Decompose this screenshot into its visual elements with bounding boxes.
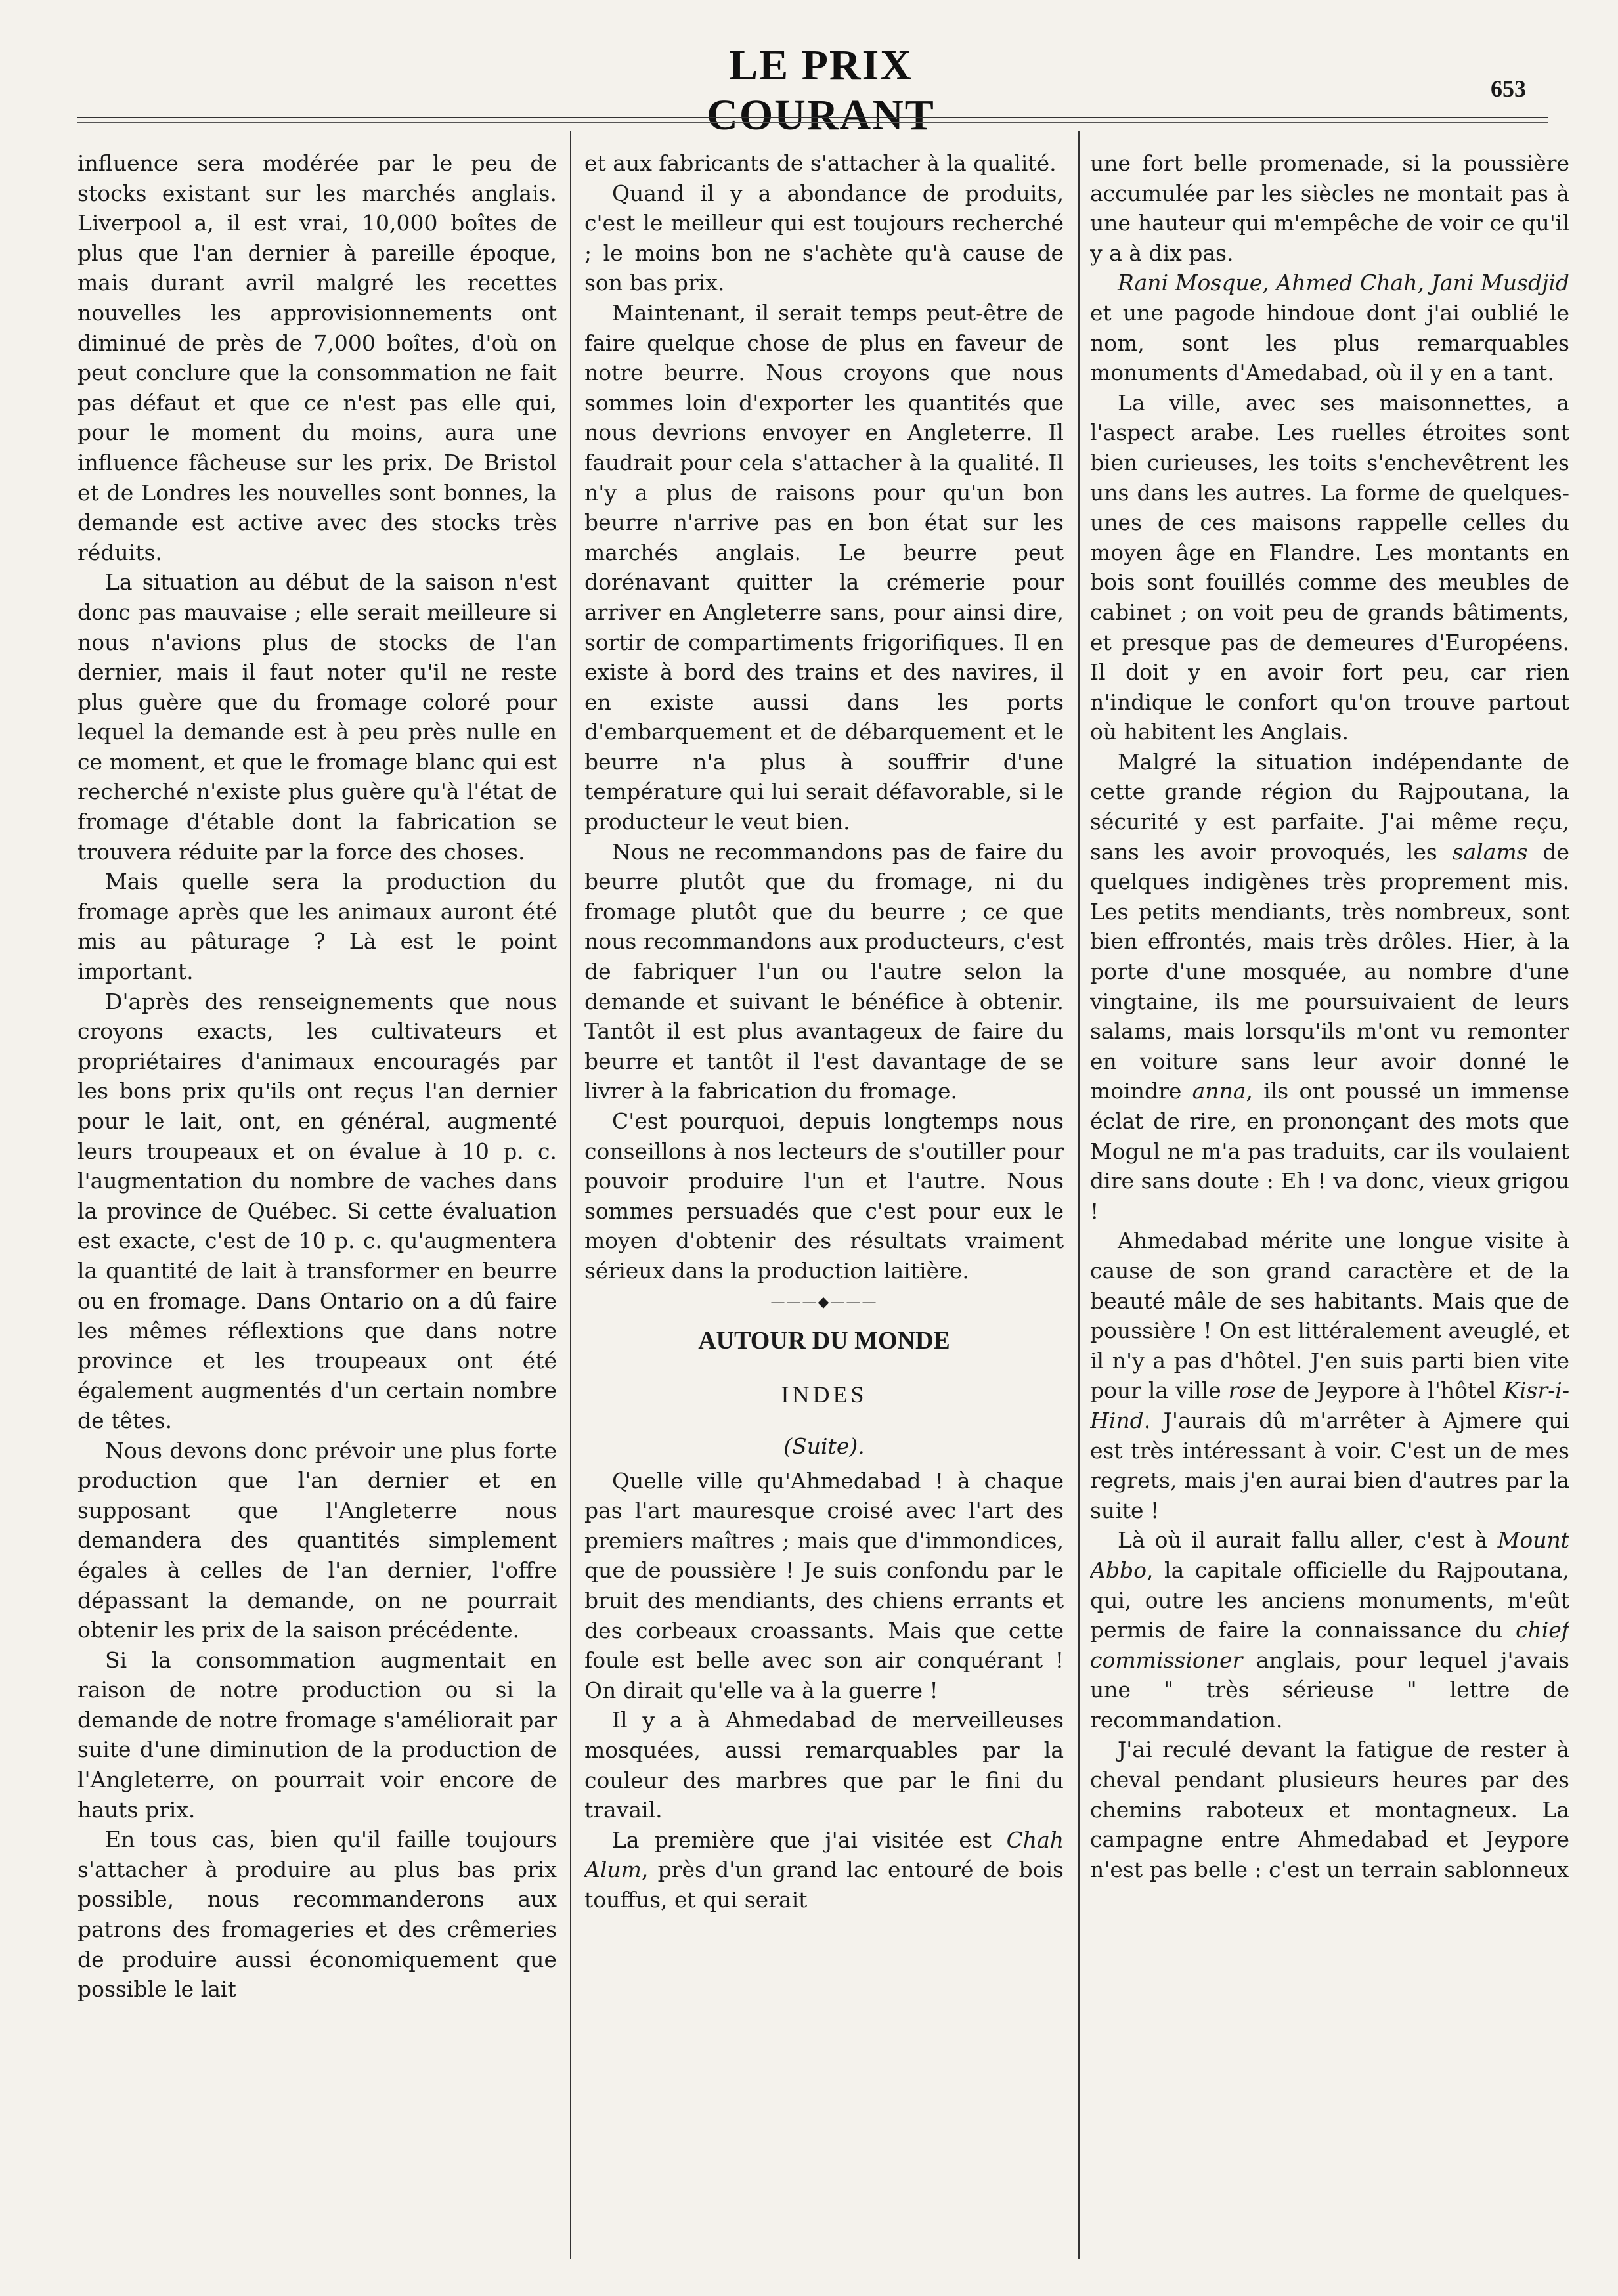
column-divider xyxy=(570,131,571,2259)
paragraph: D'après des renseignements que nous croyons exacts, les cultivateurs et propriétaires d'animaux encouragés par les bons prix qu'ils ont reçus l'an dernier pour le lait, ont, en général, augmenté leurs troupeaux et on évalue à 10 p. c. l'augmentation du nombre de vaches dans la province de Québec. Si cette évaluation est exacte, c'est de 10 p. c. qu'augmentera la quantité de lait à transformer en beurre ou en fromage. Dans Ontario on a dû faire les mêmes réflextions que dans notre province et les troupeaux ont été également augmentés d'un certain nombre de têtes. xyxy=(77,988,557,1433)
paragraph xyxy=(1090,1525,1569,1735)
paragraph: Quelle ville qu'Ahmedabad ! à chaque pas l'art mauresque croisé avec l'art des premiers maîtres ; mais que d'immondices, que de poussière ! Je suis confondu par le bruit des mendiants, des chiens errants et des corbeaux croassants. Mais que cette foule est belle avec son air conquérant ! On dirait qu'elle va à la guerre ! xyxy=(584,1467,1064,1703)
paragraph: influence sera modérée par le peu de stocks existant sur les marchés anglais. Liverpool a, il est vrai, 10,000 boîtes de plus que l'an dernier à pareille époque, mais durant avril malgré les recettes nouvelles les approvisionnements ont diminué de près de 7,000 boîtes, d'où on peut conclure que la consommation ne fait pas défaut et que ce n'est pas elle qui, pour le moment du moins, aura une influence fâcheuse sur les prix. De Bristol et de Londres les nouvelles sont bonnes, la demande est active avec des stocks très réduits. xyxy=(77,150,557,565)
paragraph: La situation au début de la saison n'est donc pas mauvaise ; elle serait meilleure si nous n'avions plus de stocks de l'an dernier, mais il faut noter qu'il ne reste plus guère que du fromage coloré pour lequel la demande est à peu près nulle en ce moment, et que le fromage blanc qui est recherché n'existe plus guère qu'à l'état de fromage d'étable dont la fabrication se trouvera réduite par la force des choses. xyxy=(77,569,557,865)
paragraph: C'est pourquoi, depuis longtemps nous conseillons à nos lecteurs de s'outiller pour pouvoir produire l'un et l'autre. Nous sommes persuadés que c'est pour eux le moyen d'obtenir des résultats vraiment sérieux dans la production laitière. xyxy=(584,1108,1064,1284)
text-run: Ahmedabad mérite une longue visite à cause de son grand caractère et de la beauté mâle de ses habitants. Mais que de poussière ! On est littéralement aveuglé, et il n'y a pas d'hôtel. J'en suis parti bien vite pour la ville xyxy=(1090,1228,1569,1404)
column-2 xyxy=(584,148,1064,2263)
text-run: Malgré la situation indépendante de cette grande région du Rajpoutana, la sécurité y est parfaite. J'ai même reçu, sans les avoir provoqués, les xyxy=(1090,748,1569,865)
italic-run: Chah Alum xyxy=(584,1827,1064,1883)
journal-title: LE PRIX COURANT xyxy=(707,41,935,139)
text-run: . J'aurais dû m'arrêter à Ajmere qui est très intéressant à voir. C'est un de mes regrets, mais j'en aurai bien d'autres par la suite ! xyxy=(1090,1407,1569,1523)
header-rule-secondary xyxy=(77,122,1548,123)
paragraph xyxy=(584,1825,1064,1915)
masthead xyxy=(0,41,1618,139)
text-run: , ils ont poussé un immense éclat de rire, en prononçant des mots que Mogul ne m'a pas traduits, car ils voulaient dire sans doute : Eh ! va donc, vieux grigou ! xyxy=(1090,1078,1569,1224)
paragraph: Quand il y a abondance de produits, c'est le meilleur qui est toujours recherché ; le moins bon ne s'achète qu'à cause de son bas prix. xyxy=(584,180,1064,296)
paragraph: J'ai reculé devant la fatigue de rester à cheval pendant plusieurs heures par des chemins raboteux et montagneux. La campagne entre Ahmedabad et Jeypore n'est pas belle : c'est un terrain sablonneux xyxy=(1090,1737,1569,1882)
paragraph xyxy=(1090,747,1569,1226)
text-run: de quelques indigènes très proprement mis. Les petits mendiants, très nombreux, sont bien effrontés, mais très drôles. Hier, à la porte d'une mosquée, au nombre d'une vingtaine, ils me poursuivaient de leurs salams, mais lorsqu'ils m'ont vu remonter en voiture sans leur avoir donné le moindre xyxy=(1090,838,1569,1104)
paragraph: Nous ne recommandons pas de faire du beurre plutôt que du fromage, ni du fromage plutôt que du beurre ; ce que nous recommandons aux producteurs, c'est de fabriquer l'un ou l'autre selon la demande et suivant le bénéfice à obtenir. Tantôt il est plus avantageux de faire du beurre et tantôt il l'est davantage de se livrer à la fabrication du fromage. xyxy=(584,838,1064,1104)
column-divider xyxy=(1078,131,1080,2259)
text-run: de Jeypore à l'hôtel xyxy=(1275,1377,1504,1404)
italic-run: rose xyxy=(1228,1377,1276,1404)
italic-run: Mount Abbo xyxy=(1090,1527,1569,1583)
italic-run: anna xyxy=(1192,1078,1246,1104)
paragraph xyxy=(1090,1226,1569,1525)
text-run: Là où il aurait fallu aller, c'est à xyxy=(1118,1527,1498,1553)
page-number: 653 xyxy=(1491,76,1526,102)
section-ornament: ———◆——— xyxy=(770,1293,878,1310)
column-3 xyxy=(1090,148,1569,2263)
paragraph: Nous devons donc prévoir une plus forte production que l'an dernier et en supposant que l'Angleterre nous demandera des quantités simplement égales à celles de l'an dernier, l'offre dépassant la demande, on ne pourrait obtenir les prix de la saison précédente. xyxy=(77,1437,557,1643)
section-title: AUTOUR DU MONDE xyxy=(698,1326,950,1354)
italic-run: Kisr-i-Hind xyxy=(1090,1377,1569,1433)
text-run: , la capitale officielle du Rajpoutana, qui, outre les anciens monuments, m'eût permis de faire la connaissance du xyxy=(1090,1557,1569,1643)
paragraph: Mais quelle sera la production du fromage après que les animaux auront été mis au pâturage ? Là est le point important. xyxy=(77,869,557,985)
italic-run: Rani Mosque, Ahmed Chah, Jani Musdjid xyxy=(1118,270,1569,296)
column-1 xyxy=(77,148,557,2263)
paragraph: Maintenant, il serait temps peut-être de faire quelque chose de plus en faveur de notre beurre. Nous croyons que nous sommes loin d'exporter les quantités que nous devrions envoyer en Angleterre. Il faudrait pour cela s'attacher à la qualité. Il n'y a plus de raisons pour qu'un bon beurre n'arrive pas en bon état sur les marchés anglais. Le beurre peut dorénavant quitter la crémerie pour arriver en Angleterre sans, pour ainsi dire, sortir de compartiments frigorifiques. Il en existe à bord des trains et des navires, il en existe aussi dans les ports d'embarquement et de débarquement et le beurre n'a plus à souffrir d'une température qui lui serait défavorable, si le producteur le veut bien. xyxy=(584,299,1064,835)
paragraph: Si la consommation augmentait en raison de notre production ou si la demande de notre fromage s'améliorait par suite d'une diminution de la production de l'Angleterre, on pourrait voir encore de hauts prix. xyxy=(77,1647,557,1823)
paragraph: une fort belle promenade, si la poussière accumulée par les siècles ne montait pas à une hauteur qui m'empêche de voir ce qu'il y a à dix pas. xyxy=(1090,150,1569,266)
text-run: et une pagode hindoue dont j'ai oublié le nom, sont les plus remarquables monuments d'Amedabad, où il y en a tant. xyxy=(1090,299,1569,386)
header-rule xyxy=(77,117,1548,118)
paragraph xyxy=(1090,268,1569,387)
paragraph: et aux fabricants de s'attacher à la qualité. xyxy=(584,150,1057,176)
subsection-title: INDES xyxy=(781,1381,867,1408)
paragraph: Il y a à Ahmedabad de merveilleuses mosquées, aussi remarquables par la couleur des marbres que par le fini du travail. xyxy=(584,1707,1064,1823)
paragraph: En tous cas, bien qu'il faille toujours s'attacher à produire au plus bas prix possible, nous recommanderons aux patrons des fromageries et des crêmeries de produire aussi économiquement que possible le lait xyxy=(77,1827,557,2003)
continuation-note: (Suite). xyxy=(783,1433,865,1459)
text-run: anglais, pour lequel j'avais une " très sérieuse " lettre de recommandation. xyxy=(1090,1647,1569,1733)
italic-run: salams xyxy=(1452,838,1528,865)
paragraph: La ville, avec ses maisonnettes, a l'aspect arabe. Les ruelles étroites sont bien curieuses, les toits s'enchevêtrent les uns dans les autres. La forme de quelques-unes de ces maisons rappelle celles du moyen âge en Flandre. Les montants en bois sont fouillés comme des meubles de cabinet ; on voit peu de grands bâtiments, et presque pas de demeures d'Européens. Il doit y en avoir fort peu, car rien n'indique le confort qu'on trouve partout où habitent les Anglais. xyxy=(1090,389,1569,745)
text-run: La première que j'ai visitée est xyxy=(612,1827,1007,1853)
italic-run: chief commissioner xyxy=(1090,1617,1569,1673)
text-run: , près d'un grand lac entouré de bois touffus, et qui serait xyxy=(584,1857,1064,1913)
